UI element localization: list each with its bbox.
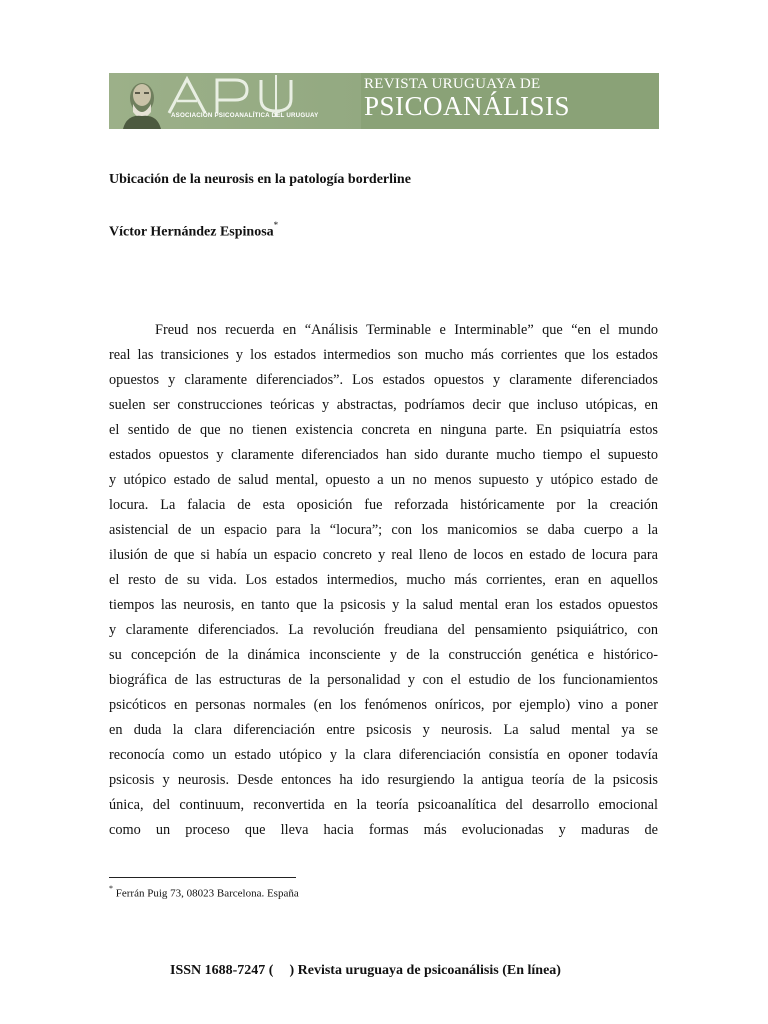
paragraph-line: psicóticos en personas normales (en los fenómenos oníricos, por ejemplo) vino a poner	[109, 697, 658, 713]
paragraph-line: real las transiciones y los estados intermedios son mucho más corrientes que los estados	[109, 347, 658, 363]
portrait-icon	[119, 76, 165, 129]
article-paragraph	[109, 318, 658, 843]
paragraph-line: locura. La falacia de esta oposición fue reforzada históricamente por la creación	[109, 497, 658, 513]
journal-banner	[109, 73, 659, 129]
paragraph-line: y claramente diferenciados. La revolución freudiana del pensamiento psiquiátrico, con	[109, 622, 658, 638]
paragraph-line: tiempos las neurosis, en tanto que la psicosis y la salud mental eran los estados opuestos	[109, 597, 658, 613]
paragraph-line: biográfica de las estructuras de la personalidad y con el estudio de los funcionamientos	[109, 672, 658, 688]
footer-issn: ISSN 1688-7247 (	[170, 963, 274, 978]
paragraph-line: el resto de su vida. Los estados intermedios, mucho más corrientes, eran en aquellos	[109, 572, 658, 588]
paragraph-line: opuestos y claramente diferenciados”. Los estados opuestos y claramente diferenciados	[109, 372, 658, 388]
paragraph-line: y utópico estado de salud mental, opuesto a un no menos supuesto y utópico estado de	[109, 472, 658, 488]
footnote	[109, 885, 299, 900]
author-name: Víctor Hernández Espinosa	[109, 224, 274, 240]
paragraph-line: ilusión de que si había un espacio concreto y real lleno de locos en estado de locura para	[109, 547, 658, 563]
banner-logo-area	[109, 73, 361, 129]
paragraph-line: suelen ser construcciones teóricas y abstractas, podríamos decir que incluso utópicas, en	[109, 397, 658, 413]
paragraph-line: el sentido de que no tienen existencia concreta en ninguna parte. En psiquiatría estos	[109, 422, 658, 438]
paragraph-line: como un proceso que lleva hacia formas más evolucionadas y maduras de	[109, 822, 658, 838]
paragraph-line: estados opuestos y claramente diferenciados han sido durante mucho tiempo el supuesto	[109, 447, 658, 463]
paragraph-line: única, del continuum, reconvertida en la teoría psicoanalítica del desarrollo emocional	[109, 797, 658, 813]
footer-journal: ) Revista uruguaya de psicoanálisis (En línea)	[289, 963, 561, 978]
paragraph-line: su concepción de la dinámica inconsciente y de la construcción genética e histórico-	[109, 647, 658, 663]
author-footnote-mark: *	[273, 220, 279, 230]
journal-title-line-1: REVISTA URUGUAYA DE	[364, 76, 541, 92]
paragraph-line: en duda la clara diferenciación entre psicosis y neurosis. La salud mental ya se	[109, 722, 658, 738]
paragraph-line: psicosis y neurosis. Desde entonces ha ido resurgiendo la antigua teoría de la psicosis	[109, 772, 658, 788]
footnote-divider	[109, 877, 296, 878]
footnote-mark: *	[109, 884, 113, 893]
paragraph-line: Freud nos recuerda en “Análisis Terminable e Interminable” que “en el mundo	[155, 322, 658, 338]
article-author	[109, 222, 278, 241]
paragraph-line: reconocía como un estado utópico y la clara diferenciación consistía en oponer todavía	[109, 747, 658, 763]
article-title: Ubicación de la neurosis en la patología borderline	[109, 172, 411, 187]
footnote-text: Ferrán Puig 73, 08023 Barcelona. España	[115, 887, 299, 900]
association-name: ASOCIACIÓN PSICOANALÍTICA DEL URUGUAY	[171, 112, 319, 119]
paragraph-line: asistencial de un espacio para la “locura”; con los manicomios se daba cuerpo a la	[109, 522, 658, 538]
page-footer	[170, 963, 561, 979]
journal-title-line-2: PSICOANÁLISIS	[364, 91, 571, 121]
apu-logo-icon	[165, 75, 315, 117]
